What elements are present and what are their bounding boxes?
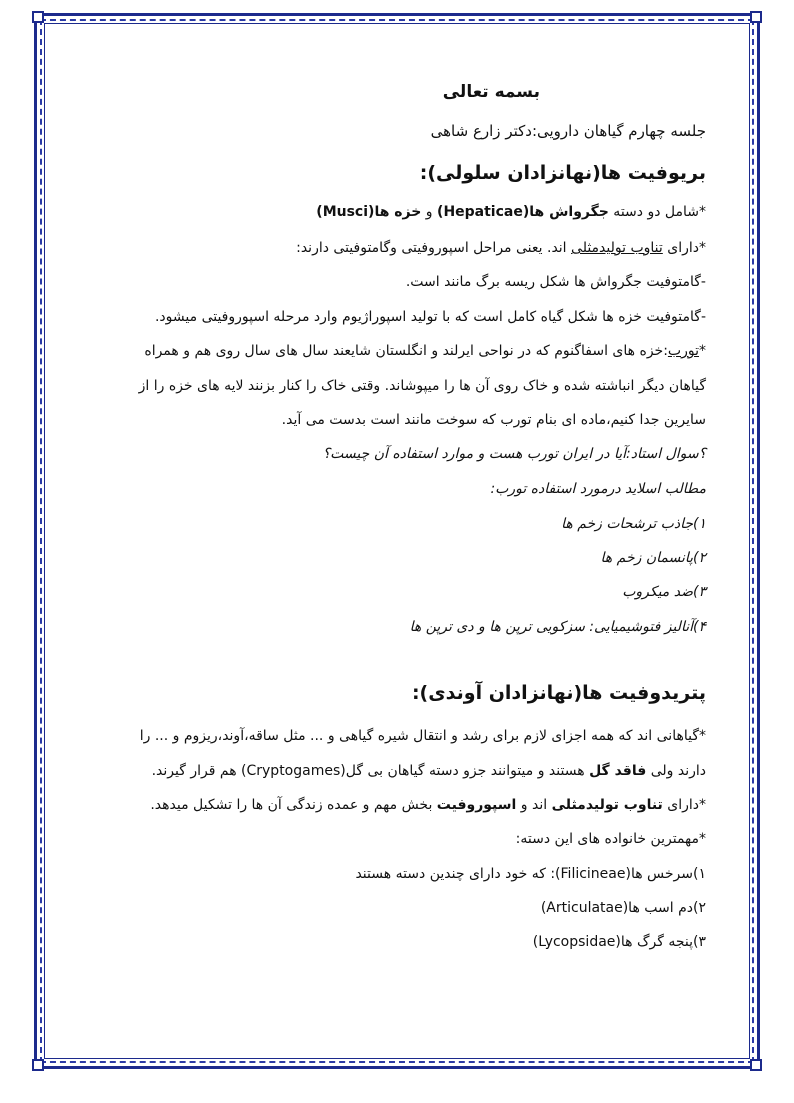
border-corner-bottom-left	[32, 1059, 44, 1071]
list-item: ۴)آنالیز فتوشیمیایی: سزکویی ترپن ها و دی ترپن ها	[409, 619, 706, 635]
page-title: بسمه تعالی	[442, 82, 540, 102]
paragraph: سایرین جدا کنیم،ماده ای بنام تورب که سوخت مانند است بدست می آید.	[281, 412, 706, 428]
section-heading-bryophytes: بریوفیت ها(نهانزادان سلولی):	[419, 162, 706, 184]
border-corner-top-left	[32, 11, 44, 23]
paragraph: -گامتوفیت جگرواش ها شکل ریسه برگ مانند است.	[405, 274, 706, 290]
paragraph: *تورب:خزه های اسفاگنوم که در نواحی ایرلند و انگلستان شایعند سال های سال روی هم و همراه	[144, 343, 706, 359]
page-subtitle: جلسه چهارم گیاهان دارویی:دکتر زارع شاهی	[430, 122, 706, 140]
list-item: ۳)پنجه گرگ ها(Lycopsidae)	[532, 934, 706, 950]
paragraph: *گیاهانی اند که همه اجزای لازم برای رشد و انتقال شیره گیاهی و ... مثل ساقه،آوند،ریزوم و ... را	[139, 728, 706, 744]
border-corner-bottom-right	[750, 1059, 762, 1071]
paragraph: گیاهان دیگر انباشته شده و خاک روی آن ها را میپوشاند. وقتی خاک را کنار بزنند لایه های خزه را از	[138, 378, 706, 394]
section-heading-pteridophytes: پتریدوفیت ها(نهانزادان آوندی):	[411, 682, 706, 704]
question: ؟سوال استاد:آیا در ایران تورب هست و موارد استفاده آن چیست؟	[322, 446, 706, 462]
paragraph: دارند ولی فاقد گل هستند و میتوانند جزو دسته گیاهان بی گل(Cryptogames) هم قرار گیرند.	[151, 763, 706, 779]
list-item: ۲)پانسمان زخم ها	[600, 550, 706, 566]
paragraph: -گامتوفیت خزه ها شکل گیاه کامل است که با تولید اسپوراژیوم وارد مرحله اسپوروفیتی میشود.	[154, 309, 706, 325]
paragraph: *شامل دو دسته جگرواش ها(Hepaticae) و خزه ها(Musci)	[316, 204, 706, 220]
list-item: ۱)سرخس ها(Filicineae): که خود دارای چندین دسته هستند	[355, 866, 706, 882]
paragraph: *مهمترین خانواده های این دسته:	[515, 831, 706, 847]
slide-notes-heading: مطالب اسلاید درمورد استفاده تورب:	[490, 481, 706, 497]
border-corner-top-right	[750, 11, 762, 23]
paragraph: *دارای تناوب تولیدمثلی اند. یعنی مراحل اسپوروفیتی وگامتوفیتی دارند:	[296, 240, 706, 256]
list-item: ۳)ضد میکروب	[622, 584, 706, 600]
list-item: ۱)جاذب ترشحات زخم ها	[561, 516, 706, 532]
list-item: ۲)دم اسب ها(Articulatae)	[540, 900, 706, 916]
paragraph: *دارای تناوب تولیدمثلی اند و اسپوروفیت بخش مهم و عمده زندگی آن ها را تشکیل میدهد.	[150, 797, 706, 813]
